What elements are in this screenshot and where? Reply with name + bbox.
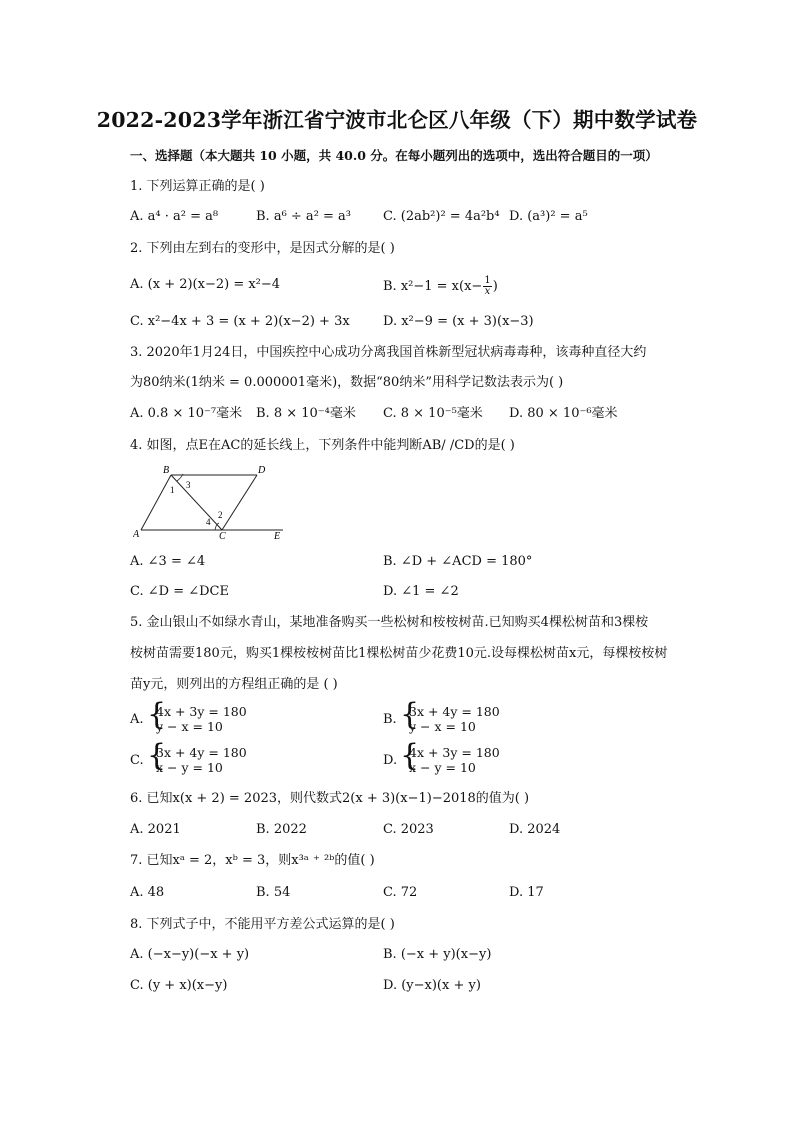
question-6-option-a: A. 2021 (130, 822, 181, 837)
question-1-option-c: C. (2ab²)² = 4a²b⁴ (383, 209, 500, 224)
question-6-stem: 6. 已知x(x + 2) = 2023，则代数式2(x + 3)(x−1)−2018的值为( ) (130, 791, 530, 806)
equation-1: 3x + 4y = 180 (409, 704, 500, 719)
question-2-option-a: A. (x + 2)(x−2) = x²−4 (130, 277, 281, 292)
question-1-option-d: D. (a³)² = a⁵ (509, 209, 588, 224)
question-5-option-b (383, 697, 623, 736)
option-label: A. (130, 712, 144, 727)
line-bc (171, 475, 222, 530)
page-title: 2022-2023学年浙江省宁波市北仑区八年级（下）期中数学试卷 (96, 108, 698, 132)
question-2-option-b (383, 276, 498, 297)
question-7-stem: 7. 已知xᵃ = 2，xᵇ = 3，则x³ᵃ ⁺ ²ᵇ的值( ) (130, 853, 375, 868)
question-8-stem: 8. 下列式子中，不能用平方差公式运算的是( ) (130, 917, 395, 932)
equation-2: y − x = 10 (156, 719, 223, 734)
line-dc (222, 475, 257, 530)
question-1-option-a: A. a⁴ · a² = a⁸ (130, 209, 219, 224)
equation-1: 4x + 3y = 180 (409, 745, 500, 760)
option-label: D. (383, 753, 398, 768)
brace-icon: { (147, 738, 167, 773)
question-5-stem-line-3: 苗y元，则列出的方程组正确的是 ( ) (130, 677, 338, 692)
question-8-option-a: A. (−x−y)(−x + y) (130, 947, 250, 962)
question-4-stem: 4. 如图，点E在AC的延长线上，下列条件中能判断AB/ /CD的是( ) (130, 438, 515, 453)
question-4-option-d: D. ∠1 = ∠2 (383, 584, 459, 599)
question-5-option-a (130, 697, 370, 736)
question-2-stem: 2. 下列由左到右的变形中，是因式分解的是( ) (130, 241, 395, 256)
question-2-option-b-suffix: ) (492, 279, 498, 294)
option-label: C. (130, 753, 144, 768)
question-5-stem-line-1: 5. 金山银山不如绿水青山，某地准备购买一些松树和桉桉树苗.已知购买4棵松树苗和3棵桉 (130, 615, 649, 630)
fraction-denominator: x (484, 286, 491, 297)
point-d-label: D (258, 465, 266, 476)
section-heading: 一、选择题（本大题共 10 小题，共 40.0 分。在每小题列出的选项中，选出符合题目的一项） (130, 148, 658, 163)
question-3-option-d: D. 80 × 10⁻⁶毫米 (509, 406, 618, 421)
question-7-option-a: A. 48 (130, 885, 165, 900)
brace-icon: { (147, 697, 167, 732)
question-7-option-c: C. 72 (383, 885, 418, 900)
line-ab (141, 475, 171, 530)
fraction-numerator: 1 (484, 275, 491, 286)
question-5-option-c (130, 738, 370, 777)
angle-1-label: 1 (170, 485, 175, 495)
brace-icon: { (400, 738, 420, 773)
equation-1: 4x + 3y = 180 (156, 704, 247, 719)
question-2-option-d: D. x²−9 = (x + 3)(x−3) (383, 314, 534, 329)
question-3-option-c: C. 8 × 10⁻⁵毫米 (383, 406, 483, 421)
option-label: B. (383, 712, 397, 727)
geometry-figure (133, 463, 285, 539)
question-5-option-d (383, 738, 623, 777)
question-3-option-b: B. 8 × 10⁻⁴毫米 (256, 406, 356, 421)
question-3-stem-line-2: 为80纳米(1纳米 = 0.000001毫米)，数据“80纳米”用科学记数法表示为( ) (130, 375, 564, 390)
question-8-option-c: C. (y + x)(x−y) (130, 978, 228, 993)
question-2-option-c: C. x²−4x + 3 = (x + 2)(x−2) + 3x (130, 314, 350, 329)
point-e-label: E (274, 531, 281, 539)
question-2-option-b-prefix: B. x²−1 = x(x− (383, 279, 483, 294)
question-4-option-a: A. ∠3 = ∠4 (130, 554, 206, 569)
question-4-option-c: C. ∠D = ∠DCE (130, 584, 229, 599)
question-7-option-b: B. 54 (256, 885, 291, 900)
question-5-stem-line-2: 桉树苗需要180元，购买1棵桉桉树苗比1棵松树苗少花费10元.设每棵松树苗x元，每棵桉桉树 (130, 646, 668, 661)
angle-2-label: 2 (218, 510, 223, 520)
question-8-option-d: D. (y−x)(x + y) (383, 978, 481, 993)
question-6-option-c: C. 2023 (383, 822, 434, 837)
point-b-label: B (163, 465, 170, 476)
question-7-option-d: D. 17 (509, 885, 544, 900)
fraction (483, 276, 491, 297)
question-3-stem-line-1: 3. 2020年1月24日，中国疾控中心成功分离我国首株新型冠状病毒毒种，该毒种直径大约 (130, 345, 647, 360)
question-6-option-d: D. 2024 (509, 822, 561, 837)
point-c-label: C (219, 531, 226, 539)
equation-2: x − y = 10 (409, 760, 476, 775)
brace-icon: { (400, 697, 420, 732)
question-3-option-a: A. 0.8 × 10⁻⁷毫米 (130, 406, 243, 421)
point-a-label: A (133, 529, 140, 539)
question-4-option-b: B. ∠D + ∠ACD = 180° (383, 554, 533, 569)
equation-2: x − y = 10 (156, 760, 223, 775)
question-1-option-b: B. a⁶ ÷ a² = a³ (256, 209, 352, 224)
question-1-stem: 1. 下列运算正确的是( ) (130, 179, 265, 194)
question-8-option-b: B. (−x + y)(x−y) (383, 947, 492, 962)
angle-3-label: 3 (186, 480, 191, 490)
angle-4-label: 4 (206, 517, 211, 527)
equation-1: 3x + 4y = 180 (156, 745, 247, 760)
question-6-option-b: B. 2022 (256, 822, 307, 837)
equation-2: y − x = 10 (409, 719, 476, 734)
